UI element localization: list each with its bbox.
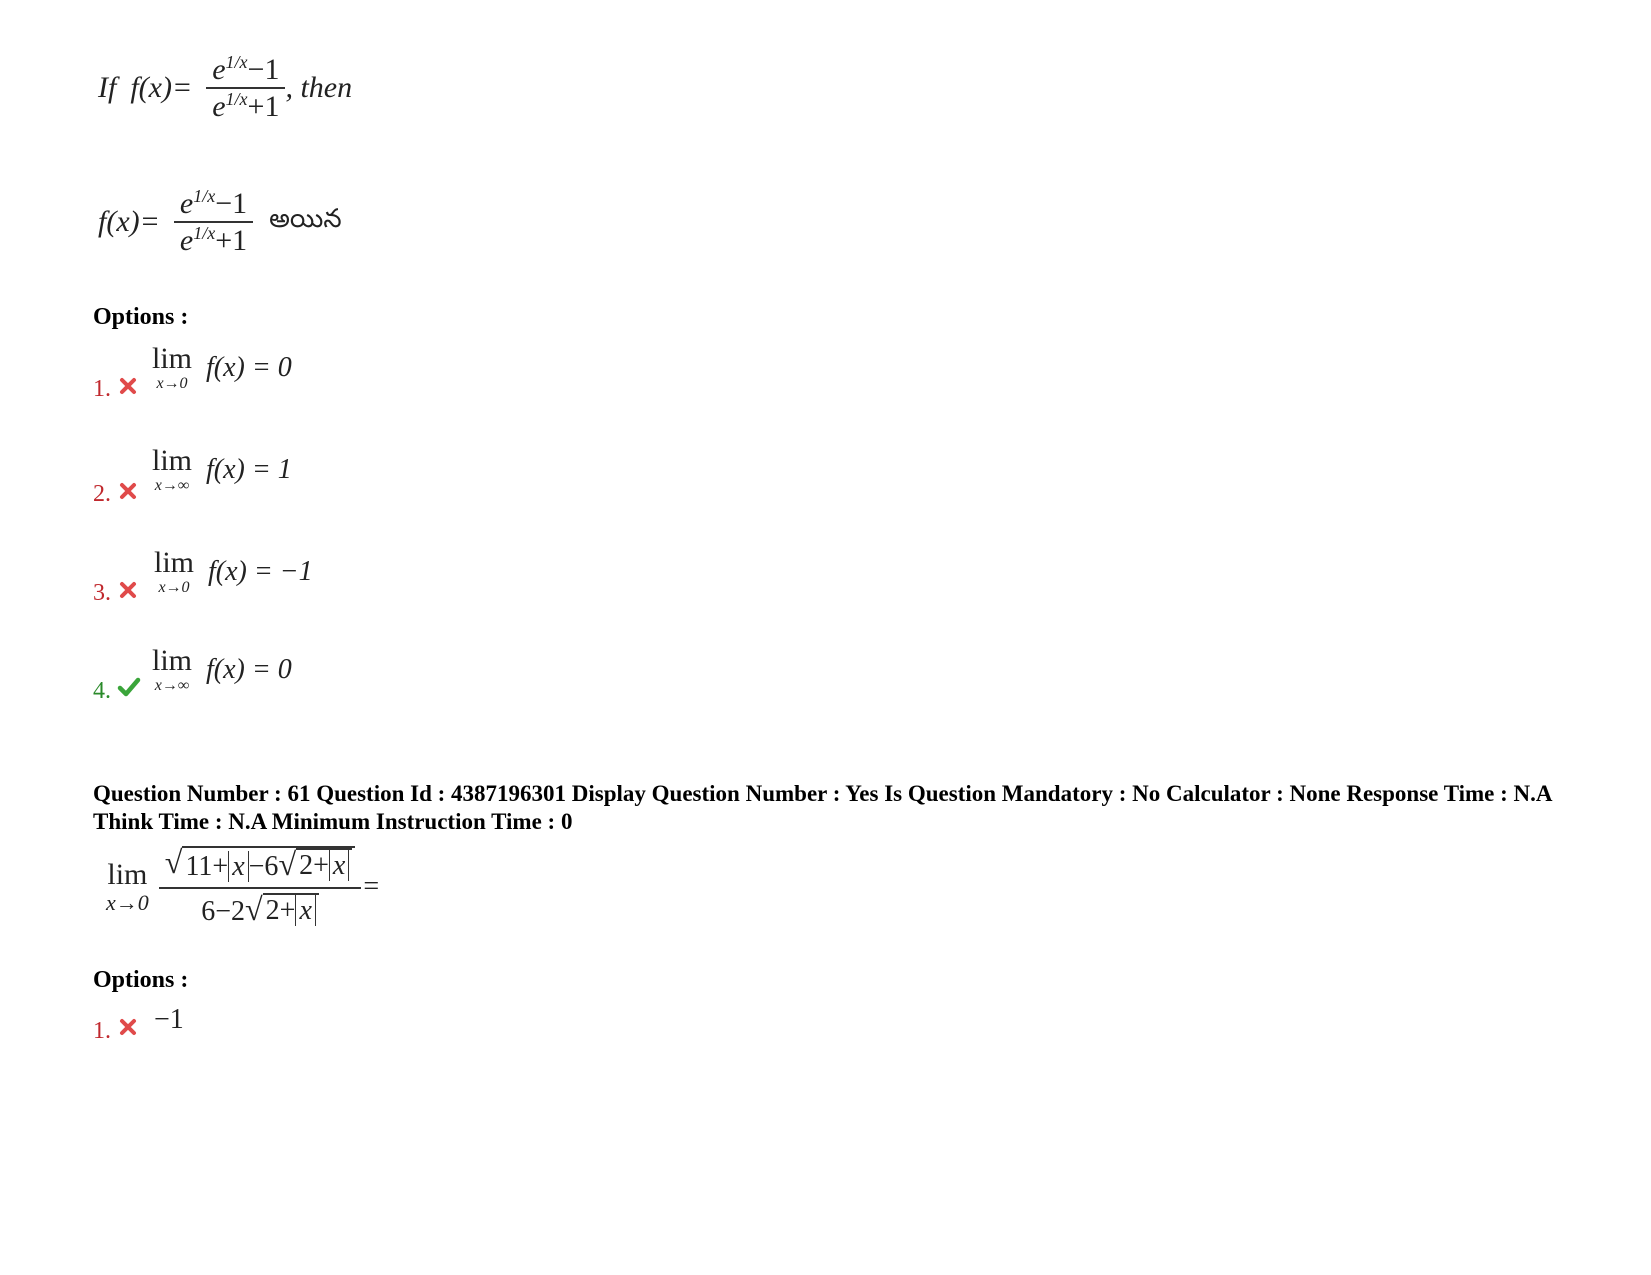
- option-expression: −1: [154, 1004, 184, 1035]
- function-label: f(x)=: [130, 71, 193, 104]
- option-expression: f(x) = 1: [206, 454, 292, 485]
- cross-icon: [118, 376, 138, 396]
- options-label: Options :: [93, 304, 189, 330]
- option-number: 4.: [93, 678, 111, 704]
- option-number: 2.: [93, 481, 111, 507]
- options-label: Options :: [93, 967, 189, 993]
- question-suffix: , then: [285, 71, 353, 104]
- option-expression: f(x) = 0: [206, 352, 292, 383]
- option-number: 1.: [93, 1018, 111, 1044]
- function-label: f(x)=: [98, 205, 160, 238]
- question-en: [98, 52, 352, 124]
- cross-icon: [118, 1017, 138, 1037]
- option-number: 1.: [93, 376, 111, 402]
- question-expression: lim x→0 √ 11+ x −6 √ 2+ x 6−2 √ 2+ x =: [106, 844, 380, 927]
- option-expression: f(x) = 0: [206, 654, 292, 685]
- fraction: $\frac{e^{1/x}-1}{e^{1/x}+1}$: [206, 52, 285, 124]
- cross-icon: [118, 481, 138, 501]
- fraction: $\frac{e^{1/x}-1}{e^{1/x}+1}$: [174, 186, 253, 258]
- question-te: [98, 186, 342, 258]
- option-number: 3.: [93, 580, 111, 606]
- question-meta: Question Number : 61 Question Id : 4387196301 Display Question Number : Yes Is Question Mandatory : No Calculator : None Response Time : N.A Think Time : N.A Minimum Instruction Time : 0: [93, 781, 1552, 834]
- cross-icon: [118, 580, 138, 600]
- question-prefix: If: [98, 71, 117, 104]
- telugu-suffix: అయిన: [269, 204, 342, 234]
- check-icon: [117, 676, 141, 698]
- option-expression: f(x) = −1: [208, 556, 313, 587]
